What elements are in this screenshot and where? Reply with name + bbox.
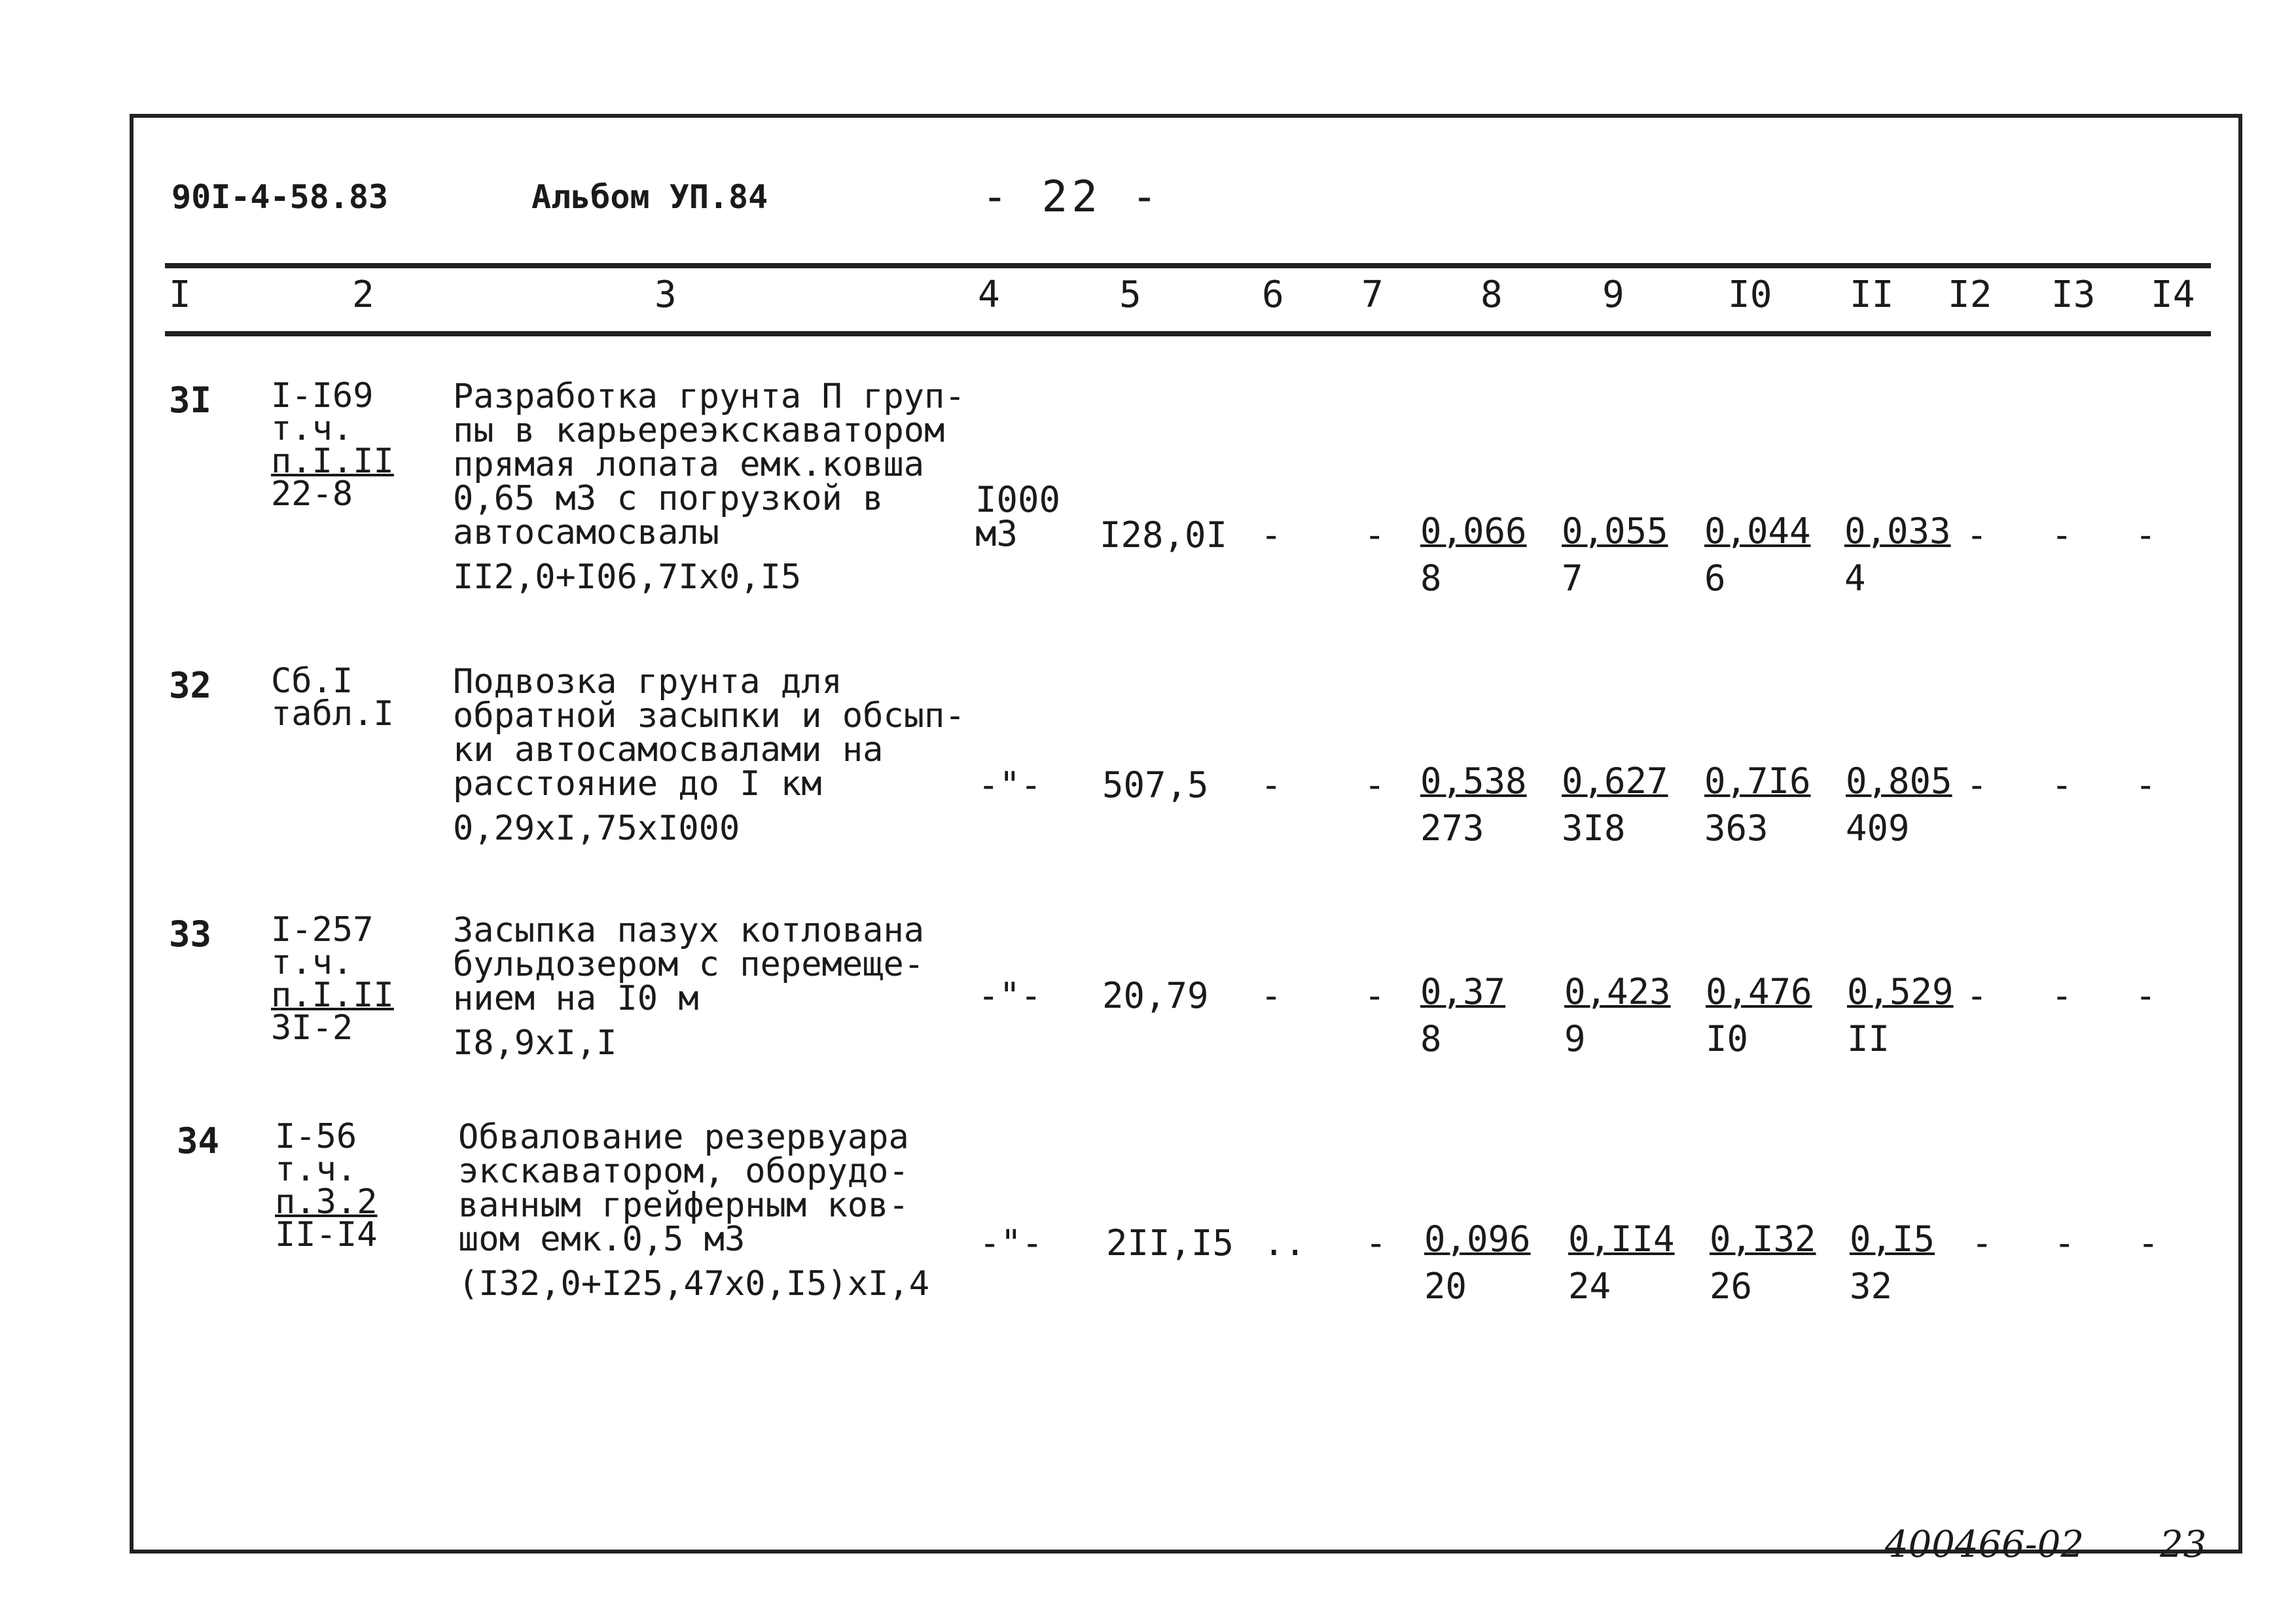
header-rule-bottom [165, 331, 2211, 336]
row-31-col10: $\frac{0,044}{6}$ [1704, 510, 1811, 599]
row-33-unit: -"- [978, 975, 1042, 1016]
row-32-col9: $\frac{0,627}{3I8}$ [1562, 760, 1668, 849]
row-31-col14: - [2135, 514, 2157, 556]
row-32-col12: - [1966, 764, 1988, 806]
row-31-number: 3I [169, 380, 212, 421]
row-32-col11: $\frac{0,805}{409}$ [1846, 760, 1952, 849]
col-num-10: I0 [1728, 274, 1772, 316]
row-34-col10: $\frac{0,I32}{26}$ [1710, 1218, 1816, 1307]
col-num-5: 5 [1119, 274, 1141, 316]
row-33-description: Засыпка пазух котлована бульдозером с перемеще- нием на I0 м I8,9xI,I [453, 914, 963, 1060]
row-33-col9: $\frac{0,423}{9}$ [1564, 971, 1671, 1059]
row-33-col12: - [1966, 975, 1988, 1016]
col-num-6: 6 [1262, 274, 1284, 316]
col-num-7: 7 [1361, 274, 1384, 316]
row-31-unit: I000 м3 [975, 479, 1061, 554]
col-num-12: I2 [1948, 274, 1992, 316]
row-34-col11: $\frac{0,I5}{32}$ [1850, 1218, 1935, 1307]
row-33-quantity: 20,79 [1102, 975, 1209, 1016]
row-32-col10: $\frac{0,7I6}{363}$ [1704, 760, 1811, 849]
row-33-col7: - [1364, 975, 1386, 1016]
col-num-2: 2 [352, 274, 374, 316]
row-33-col8: $\frac{0,37}{8}$ [1420, 971, 1506, 1059]
row-34-col7: - [1365, 1222, 1387, 1264]
row-31-formula: II2,0+I06,7Ix0,I5 [453, 558, 802, 597]
row-31-code: I-I69 т.ч. п.I.II 22-8 [271, 376, 394, 514]
page-number: - 22 - [982, 171, 1162, 222]
row-32-col13: - [2051, 764, 2073, 806]
row-31-description: Разработка грунта П груп- пы в карьереэкскаватором прямая лопата емк.ковша 0,65 м3 с погрузкой в автосамосвалы II2,0+I06,7Ix0,I5 [453, 377, 965, 597]
row-34-formula: (I32,0+I25,47x0,I5)xI,4 [458, 1264, 930, 1304]
row-34-description: Обвалование резервуара экскаватором, оборудо- ванным грейферным ков- шом емк.0,5 м3 (I32,0+I25,47x0,I5)xI,4 [458, 1120, 969, 1301]
row-33-code: I-257 т.ч. п.I.II 3I-2 [271, 910, 394, 1048]
col-num-1: I [169, 274, 191, 316]
row-34-number: 34 [177, 1120, 220, 1162]
col-num-9: 9 [1602, 274, 1624, 316]
row-32-formula: 0,29xI,75xI000 [453, 809, 740, 848]
col-num-4: 4 [978, 274, 1000, 316]
doc-code: 90I-4-58.83 [171, 178, 389, 216]
row-32-number: 32 [169, 665, 212, 706]
row-33-col10: $\frac{0,476}{I0}$ [1706, 971, 1812, 1059]
row-31-col12: - [1966, 514, 1988, 556]
row-34-code: I-56 т.ч. п.3.2 II-I4 [275, 1117, 378, 1254]
row-32-col7: - [1364, 764, 1386, 806]
row-32-description: Подвозка грунта для обратной засыпки и обсып- ки автосамосвалами на расстояние до I км 0,29xI,75xI000 [453, 662, 965, 848]
row-33-col13: - [2051, 975, 2073, 1016]
row-34-col6: .. [1263, 1222, 1306, 1264]
row-34-quantity: 2II,I5 [1106, 1222, 1234, 1264]
row-32-unit: -"- [978, 764, 1042, 806]
row-32-col8: $\frac{0,538}{273}$ [1420, 760, 1527, 849]
row-31-col8: $\frac{0,066}{8}$ [1420, 510, 1527, 599]
col-num-13: I3 [2051, 274, 2096, 316]
row-32-col14: - [2135, 764, 2157, 806]
row-31-col9: $\frac{0,055}{7}$ [1562, 510, 1668, 599]
row-33-col14: - [2135, 975, 2157, 1016]
row-34-col14: - [2138, 1222, 2159, 1264]
row-32-col6: - [1261, 764, 1282, 806]
sheet-number: 23 [2160, 1523, 2207, 1566]
col-num-8: 8 [1480, 274, 1503, 316]
header-rule-top [165, 263, 2211, 268]
row-33-col11: $\frac{0,529}{II}$ [1847, 971, 1954, 1059]
row-33-formula: I8,9xI,I [453, 1023, 617, 1063]
row-31-col7: - [1364, 514, 1386, 556]
row-32-quantity: 507,5 [1102, 764, 1209, 806]
row-34-unit: -"- [979, 1222, 1043, 1264]
row-34-col9: $\frac{0,II4}{24}$ [1568, 1218, 1675, 1307]
row-33-number: 33 [169, 914, 212, 955]
row-33-col6: - [1261, 975, 1282, 1016]
row-34-col12: - [1971, 1222, 1993, 1264]
row-31-col11: $\frac{0,033}{4}$ [1844, 510, 1951, 599]
col-num-11: II [1850, 274, 1894, 316]
inventory-number: 400466-02 [1885, 1523, 2084, 1566]
row-31-col13: - [2051, 514, 2073, 556]
row-34-col13: - [2054, 1222, 2075, 1264]
album-label: Альбом УП.84 [531, 178, 768, 216]
col-num-14: I4 [2151, 274, 2195, 316]
row-31-col6: - [1261, 514, 1282, 556]
row-32-code: Сб.I табл.I [271, 662, 394, 734]
row-31-quantity: I28,0I [1100, 514, 1228, 556]
col-num-3: 3 [655, 274, 677, 316]
row-34-col8: $\frac{0,096}{20}$ [1424, 1218, 1531, 1307]
